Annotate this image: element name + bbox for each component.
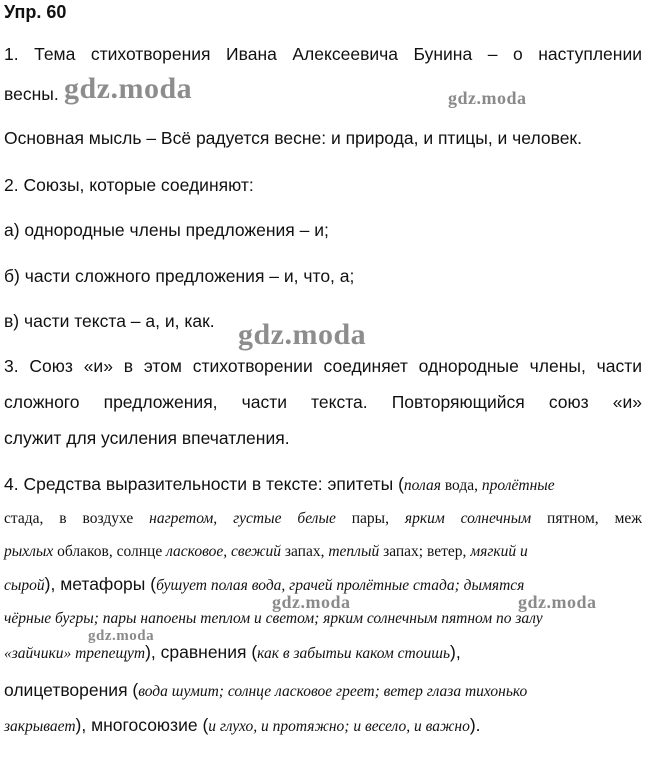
p3-line1: 3. Союз «и» в этом стихотворении соединяет однородные члены, части (4, 356, 642, 376)
p1-line1: 1. Тема стихотворения Ивана Алексеевича Бунина – о наступлении (4, 44, 642, 64)
p2-item-c: в) части текста – а, и, как. (4, 311, 215, 331)
p4-line5: чёрные бугры; пары напоены теплом и светом; ярким солнечным пятном по залу (4, 610, 543, 627)
watermark-small-2: gdz.moda (272, 592, 351, 612)
p4-line8: закрывает), многосоюзие (и глухо, и протяжно; и весело, и важно). (4, 715, 481, 735)
watermark-small-4: gdz.moda (88, 628, 155, 644)
p4-line7: олицетворения (вода шумит; солнце ласковое греет; ветер глаза тихонько (4, 680, 528, 700)
p4-line3: рыхлых облаков, солнце ласковое, свежий запах, теплый запах; ветер, мягкий и (4, 543, 528, 560)
watermark-small-1: gdz.moda (448, 88, 527, 108)
p2-title: 2. Союзы, которые соединяют: (4, 175, 254, 195)
main-idea: Основная мысль – Всё радуется весне: и природа, и птицы, и человек. (4, 128, 582, 148)
p2-item-a: а) однородные члены предложения – и; (4, 220, 329, 240)
p4-line4: сырой), метафоры (бушует полая вода, грачей пролётные стада; дымятся (4, 574, 525, 594)
p4-line2: стада, в воздухе нагретом, густые белые пары, ярким солнечным пятном, меж (4, 510, 642, 527)
exercise-heading: Упр. 60 (4, 2, 67, 22)
p2-item-b: б) части сложного предложения – и, что, а; (4, 266, 355, 286)
p4-line1: 4. Средства выразительности в тексте: эпитеты (полая вода, пролётные (4, 474, 555, 494)
p3-line2: сложного предложения, части текста. Повторяющийся союз «и» (4, 392, 642, 412)
p1-line2: весны. (4, 84, 59, 104)
watermark-large-1: gdz.moda (64, 72, 193, 105)
p4-line6: «зайчики» трепещут), сравнения (как в забытьи каком стоишь), (4, 642, 461, 662)
watermark-large-2: gdz.moda (238, 318, 367, 351)
watermark-small-3: gdz.moda (518, 592, 597, 612)
p3-line3: служит для усиления впечатления. (4, 428, 290, 448)
